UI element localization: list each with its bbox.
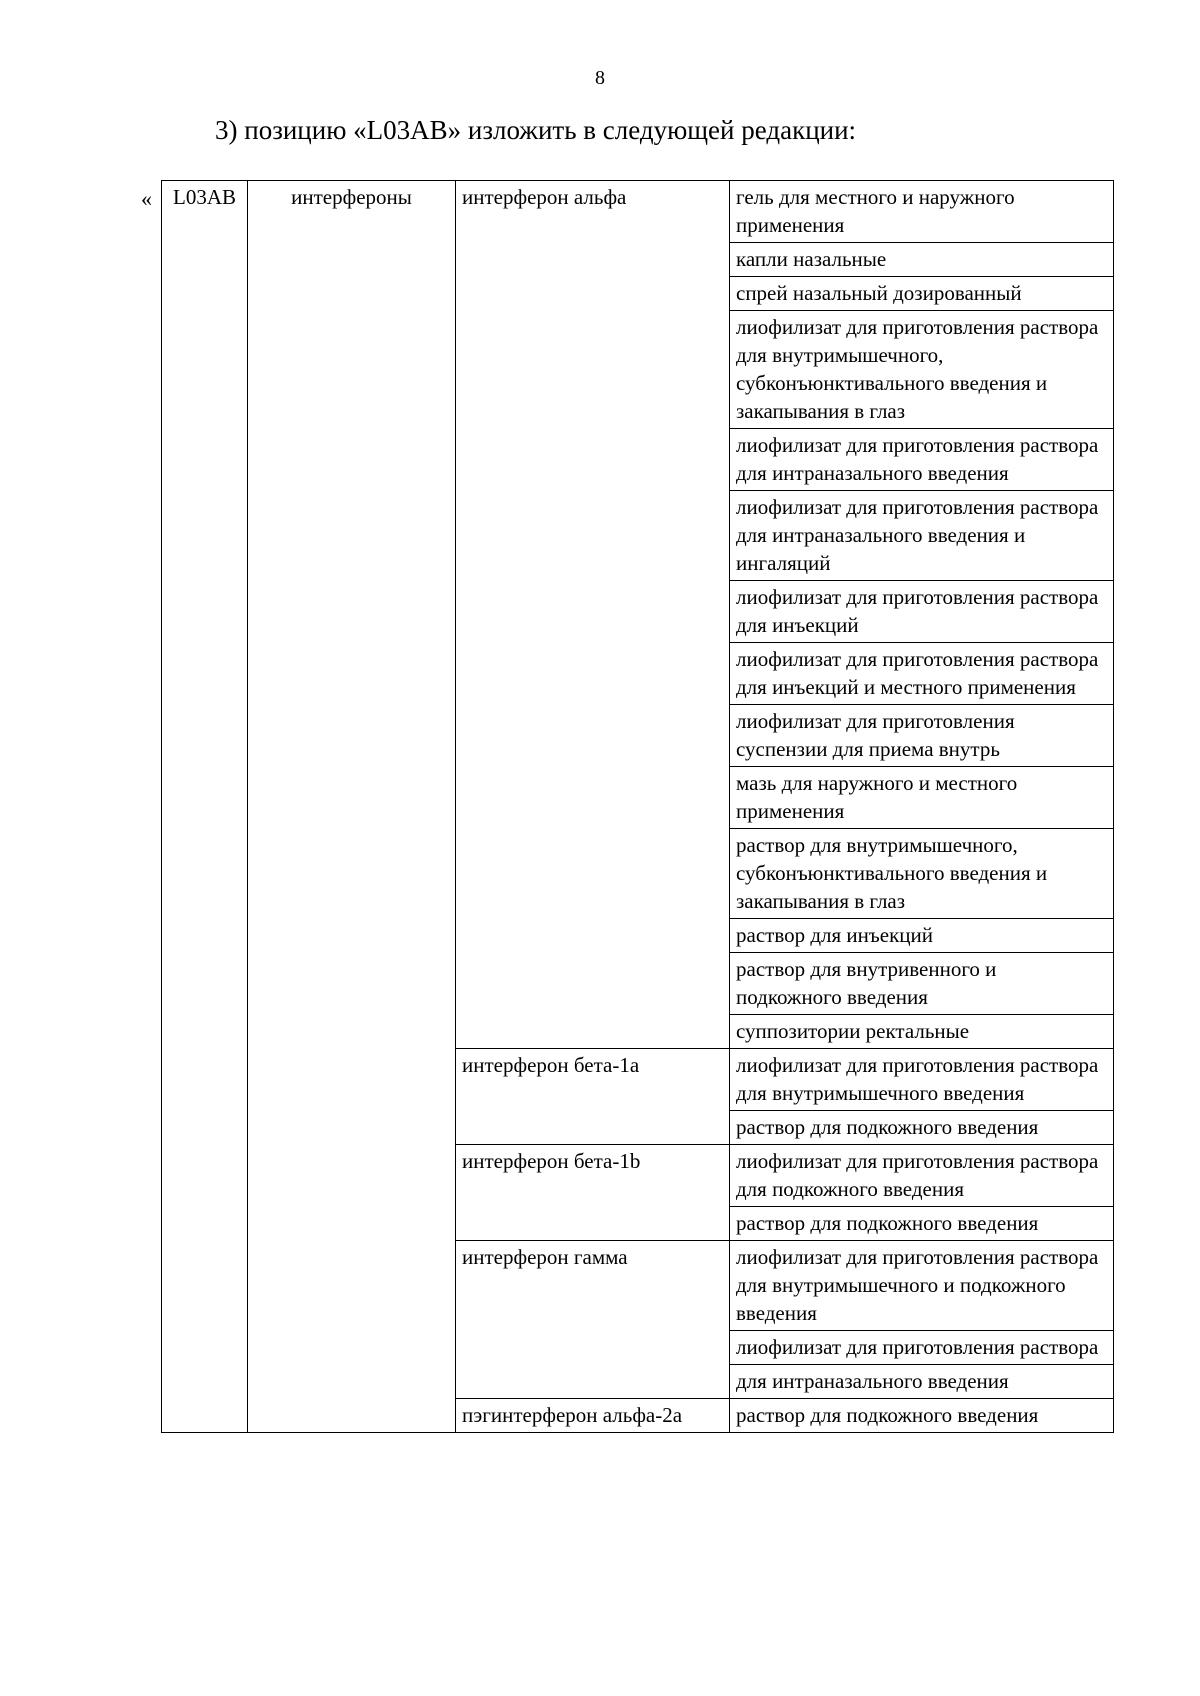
dosage-form-cell: спрей назальный дозированный [730, 277, 1114, 311]
dosage-form-cell: лиофилизат для приготовления раствора для интраназального введения [730, 429, 1114, 491]
dosage-form-cell: гель для местного и наружного применения [730, 181, 1114, 243]
dosage-form-cell: лиофилизат для приготовления раствора [730, 1331, 1114, 1365]
drug-group-cell: интерфероны [248, 181, 456, 1433]
drug-name-cell: интерферон бета-1b [456, 1145, 730, 1241]
medication-table [161, 180, 1114, 1433]
dosage-form-cell: раствор для подкожного введения [730, 1207, 1114, 1241]
dosage-form-cell: лиофилизат для приготовления раствора для подкожного введения [730, 1145, 1114, 1207]
atc-code-cell: L03AB [162, 181, 248, 1433]
medication-table-body [162, 181, 1114, 1433]
drug-name-cell: интерферон альфа [456, 181, 730, 1049]
dosage-form-cell: лиофилизат для приготовления раствора для инъекций и местного применения [730, 643, 1114, 705]
drug-name-cell: интерферон гамма [456, 1241, 730, 1399]
opening-quote-mark: « [141, 186, 152, 211]
dosage-form-cell: раствор для подкожного введения [730, 1399, 1114, 1433]
drug-name-cell: интерферон бета-1a [456, 1049, 730, 1145]
dosage-form-cell: для интраназального введения [730, 1365, 1114, 1399]
dosage-form-cell: раствор для внутримышечного, субконъюнктивального введения и закапывания в глаз [730, 829, 1114, 919]
dosage-form-cell: суппозитории ректальные [730, 1015, 1114, 1049]
dosage-form-cell: раствор для внутривенного и подкожного введения [730, 953, 1114, 1015]
dosage-form-cell: лиофилизат для приготовления раствора для внутримышечного, субконъюнктивального введения и закапывания в глаз [730, 311, 1114, 429]
drug-name-cell: пэгинтерферон альфа-2a [456, 1399, 730, 1433]
section-heading: 3) позицию «L03AB» изложить в следующей редакции: [215, 115, 857, 145]
table-row [162, 181, 1114, 243]
dosage-form-cell: лиофилизат для приготовления раствора для интраназального введения и ингаляций [730, 491, 1114, 581]
dosage-form-cell: раствор для инъекций [730, 919, 1114, 953]
dosage-form-cell: капли назальные [730, 243, 1114, 277]
dosage-form-cell: лиофилизат для приготовления раствора для инъекций [730, 581, 1114, 643]
dosage-form-cell: раствор для подкожного введения [730, 1111, 1114, 1145]
dosage-form-cell: лиофилизат для приготовления раствора для внутримышечного введения [730, 1049, 1114, 1111]
page-number: 8 [595, 67, 605, 89]
dosage-form-cell: мазь для наружного и местного применения [730, 767, 1114, 829]
dosage-form-cell: лиофилизат для приготовления суспензии для приема внутрь [730, 705, 1114, 767]
dosage-form-cell: лиофилизат для приготовления раствора для внутримышечного и подкожного введения [730, 1241, 1114, 1331]
